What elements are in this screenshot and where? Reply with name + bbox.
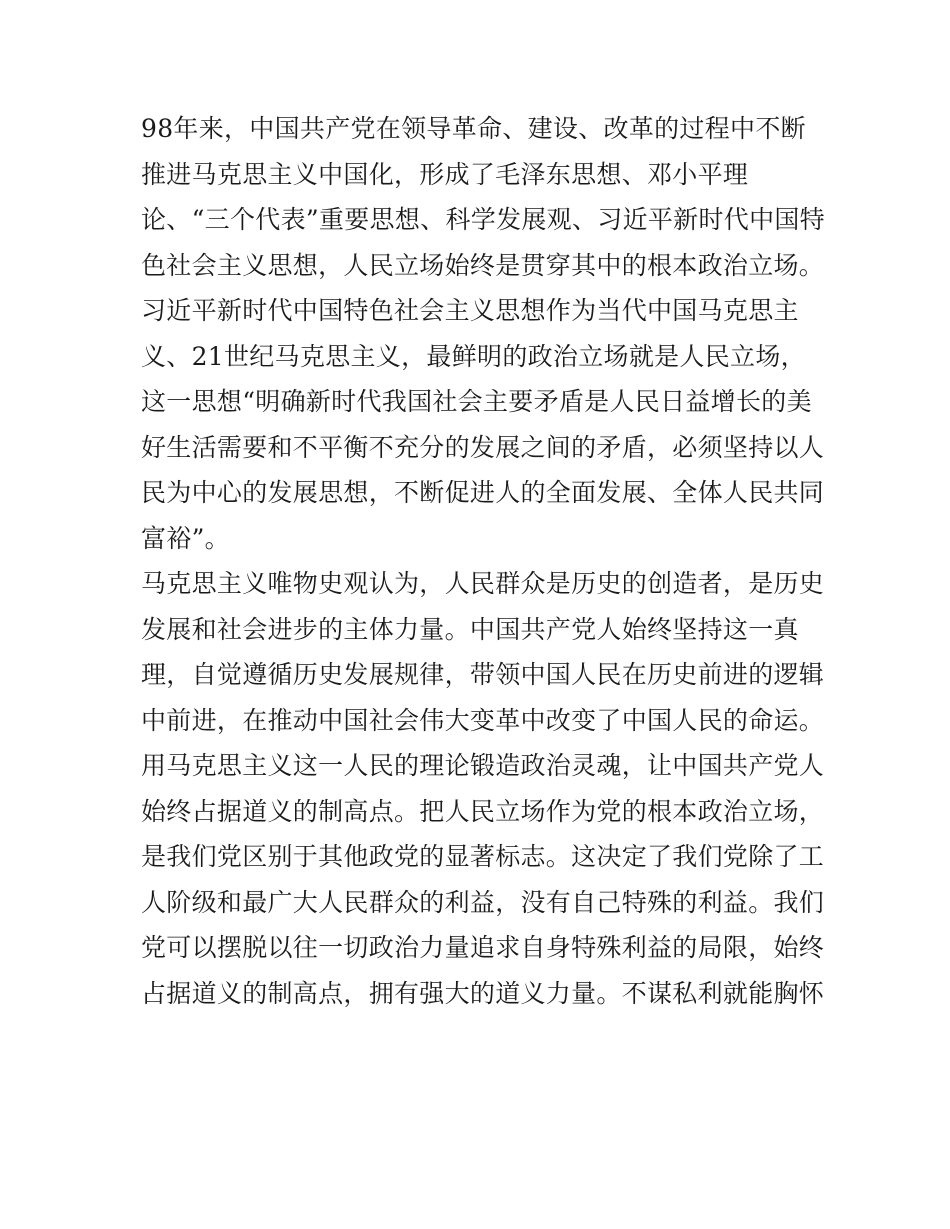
text-line: 人阶级和最广大人民群众的利益，没有自己特殊的利益。我们 [141,887,825,917]
text-line: 推进马克思主义中国化，形成了毛泽东思想、邓小平理 [141,159,749,189]
text-line: 始终占据道义的制高点。把人民立场作为党的根本政治立场， [141,796,825,826]
text-line: 色社会主义思想，人民立场始终是贯穿其中的根本政治立场。 [141,250,825,280]
body-text [141,106,825,1016]
text-line: 用马克思主义这一人民的理论锻造政治灵魂，让中国共产党人 [141,751,825,780]
text-line: 好生活需要和不平衡不充分的发展之间的矛盾，必须坚持以人 [141,432,825,462]
text-line: 这一思想“明确新时代我国社会主要矛盾是人民日益增长的美 [141,387,812,416]
text-line: 论、“三个代表”重要思想、科学发展观、习近平新时代中国特 [141,205,825,234]
text-line: 中前进，在推动中国社会伟大变革中改变了中国人民的命运。 [141,705,825,735]
text-line: 党可以摆脱以往一切政治力量追求自身特殊利益的局限，始终 [141,933,825,962]
text-line: 马克思主义唯物史观认为，人民群众是历史的创造者，是历史 [141,569,825,598]
text-line: 义、21世纪马克思主义，最鲜明的政治立场就是人民立场， [141,341,806,371]
text-line: 理，自觉遵循历史发展规律，带领中国人民在历史前进的逻辑 [141,660,825,689]
text-line: 民为中心的发展思想，不断促进人的全面发展、全体人民共同 [141,478,825,507]
text-line: 占据道义的制高点，拥有强大的道义力量。不谋私利就能胸怀 [141,978,825,1008]
text-line: 98年来，中国共产党在领导革命、建设、改革的过程中不断 [141,114,806,143]
text-line: 富裕”。 [141,523,230,553]
text-line: 发展和社会进步的主体力量。中国共产党人始终坚持这一真 [141,614,799,644]
text-line: 是我们党区别于其他政党的显著标志。这决定了我们党除了工 [141,842,825,871]
text-line: 习近平新时代中国特色社会主义思想作为当代中国马克思主 [141,296,799,325]
